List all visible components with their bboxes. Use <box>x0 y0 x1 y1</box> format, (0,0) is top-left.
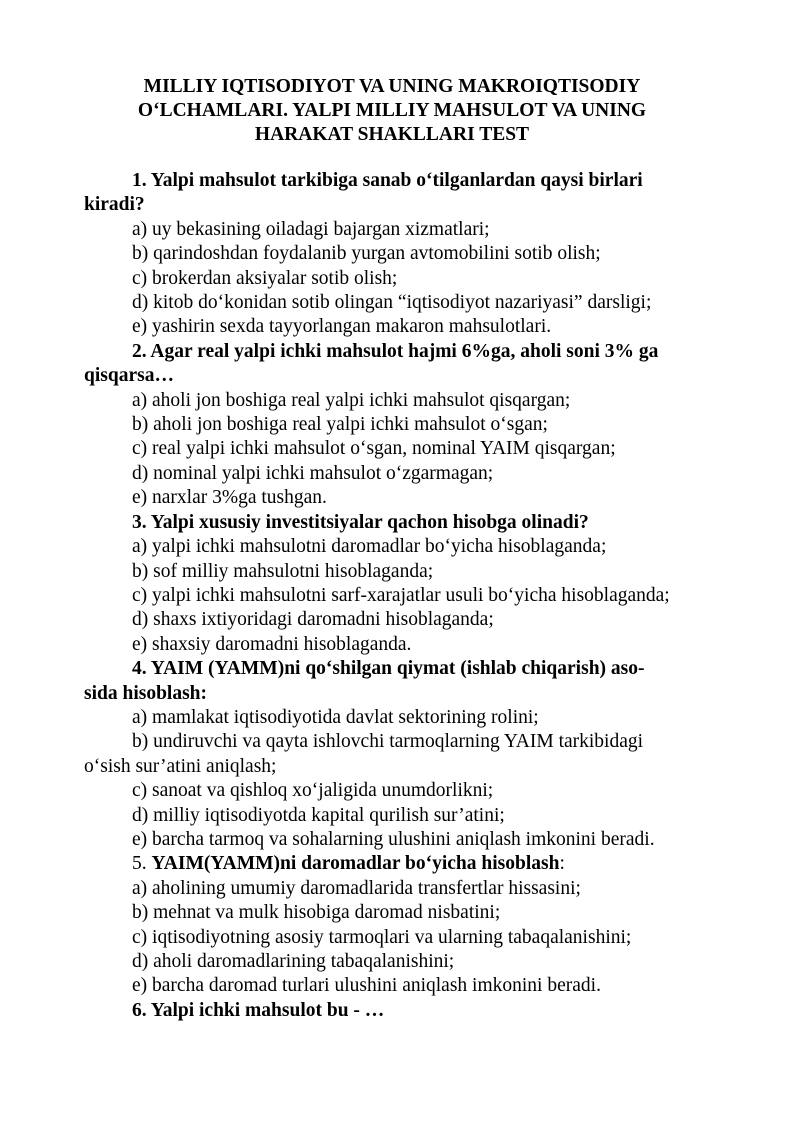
option-5e: e) barcha daromad turlari ulushini aniqlash imkonini beradi. <box>132 975 601 997</box>
option-1a: a) uy bekasining oiladagi bajargan xizmatlari; <box>132 218 490 240</box>
question-4-text-line-1: 4. YAIM (YAMM)ni qo‘shilgan qiymat (ishlab chiqarish) aso- <box>132 658 645 680</box>
question-2-text-line-1: 2. Agar real yalpi ichki mahsulot hajmi 6%ga, aholi soni 3% ga <box>132 340 659 362</box>
option-2b: b) aholi jon boshiga real yalpi ichki mahsulot o‘sgan; <box>132 414 548 436</box>
option-4b-line-2: o‘sish sur’atini aniqlash; <box>84 755 277 777</box>
option-1d: d) kitob do‘konidan sotib olingan “iqtisodiyot nazariyasi” darsligi; <box>132 292 652 314</box>
option-1e: e) yashirin sexda tayyorlangan makaron mahsulotlari. <box>132 316 552 338</box>
question-5 <box>84 852 712 998</box>
option-4c: c) sanoat va qishloq xo‘jaligida unumdorlikni; <box>132 780 494 802</box>
option-3d: d) shaxs ixtiyoridagi daromadni hisoblaganda; <box>132 609 494 631</box>
question-2-text-line-2: qisqarsa… <box>84 365 174 387</box>
option-5a: a) aholining umumiy daromadlarida transfertlar hissasini; <box>132 877 581 899</box>
option-4d: d) milliy iqtisodiyotda kapital qurilish sur’atini; <box>132 804 505 826</box>
option-2e: e) narxlar 3%ga tushgan. <box>132 487 327 509</box>
option-3c: c) yalpi ichki mahsulotni sarf-xarajatlar usuli bo‘yicha hisoblaganda; <box>132 584 670 606</box>
option-4b-line-1: b) undiruvchi va qayta ishlovchi tarmoqlarning YAIM tarkibidagi <box>132 731 644 753</box>
option-5c: c) iqtisodiyotning asosiy tarmoqlari va ularning tabaqalanishini; <box>132 926 632 948</box>
question-1-text-line-1: 1. Yalpi mahsulot tarkibiga sanab o‘tilganlardan qaysi birlari <box>132 170 643 191</box>
question-2 <box>84 340 712 511</box>
question-1 <box>84 169 712 340</box>
question-6-text: 6. Yalpi ichki mahsulot bu - … <box>132 999 385 1021</box>
option-4a: a) mamlakat iqtisodiyotida davlat sektorining rolini; <box>132 706 539 728</box>
question-5-title: YAIM(YAMM)ni daromadlar bo‘yicha hisoblash <box>151 853 560 875</box>
question-6 <box>84 999 712 1023</box>
question-5-number: 5. <box>132 853 147 875</box>
option-3a: a) yalpi ichki mahsulotni daromadlar bo‘yicha hisoblaganda; <box>132 536 607 558</box>
title-line-1: MILLIY IQTISODIYOT VA UNING MAKROIQTISODIY <box>143 76 641 97</box>
option-5d: d) aholi daromadlarining tabaqalanishini; <box>132 951 455 972</box>
question-4-text-line-2: sida hisoblash: <box>84 682 208 704</box>
question-1-text-line-2: kiradi? <box>84 194 145 216</box>
question-4 <box>84 657 712 852</box>
question-3 <box>84 511 712 657</box>
option-1b: b) qarindoshdan foydalanib yurgan avtomobilini sotib olish; <box>132 243 601 265</box>
option-2c: c) real yalpi ichki mahsulot o‘sgan, nominal YAIM qisqargan; <box>132 438 616 460</box>
document-title <box>84 75 712 147</box>
option-5b: b) mehnat va mulk hisobiga daromad nisbatini; <box>132 902 501 924</box>
title-line-3: HARAKAT SHAKLLARI TEST <box>254 124 530 145</box>
option-3e: e) shaxsiy daromadni hisoblaganda. <box>132 633 412 655</box>
question-3-text: 3. Yalpi xususiy investitsiyalar qachon hisobga olinadi? <box>132 511 589 533</box>
option-2a: a) aholi jon boshiga real yalpi ichki mahsulot qisqargan; <box>132 389 571 411</box>
question-5-colon: : <box>559 853 565 875</box>
option-4e: e) barcha tarmoq va sohalarning ulushini aniqlash imkonini beradi. <box>132 828 655 850</box>
option-1c: c) brokerdan aksiyalar sotib olish; <box>132 267 398 289</box>
option-3b: b) sof milliy mahsulotni hisoblaganda; <box>132 560 434 582</box>
title-line-2: O‘LCHAMLARI. YALPI MILLIY MAHSULOT VA UNING <box>137 100 647 121</box>
option-2d: d) nominal yalpi ichki mahsulot o‘zgarmagan; <box>132 462 494 484</box>
question-5-text <box>84 852 712 876</box>
